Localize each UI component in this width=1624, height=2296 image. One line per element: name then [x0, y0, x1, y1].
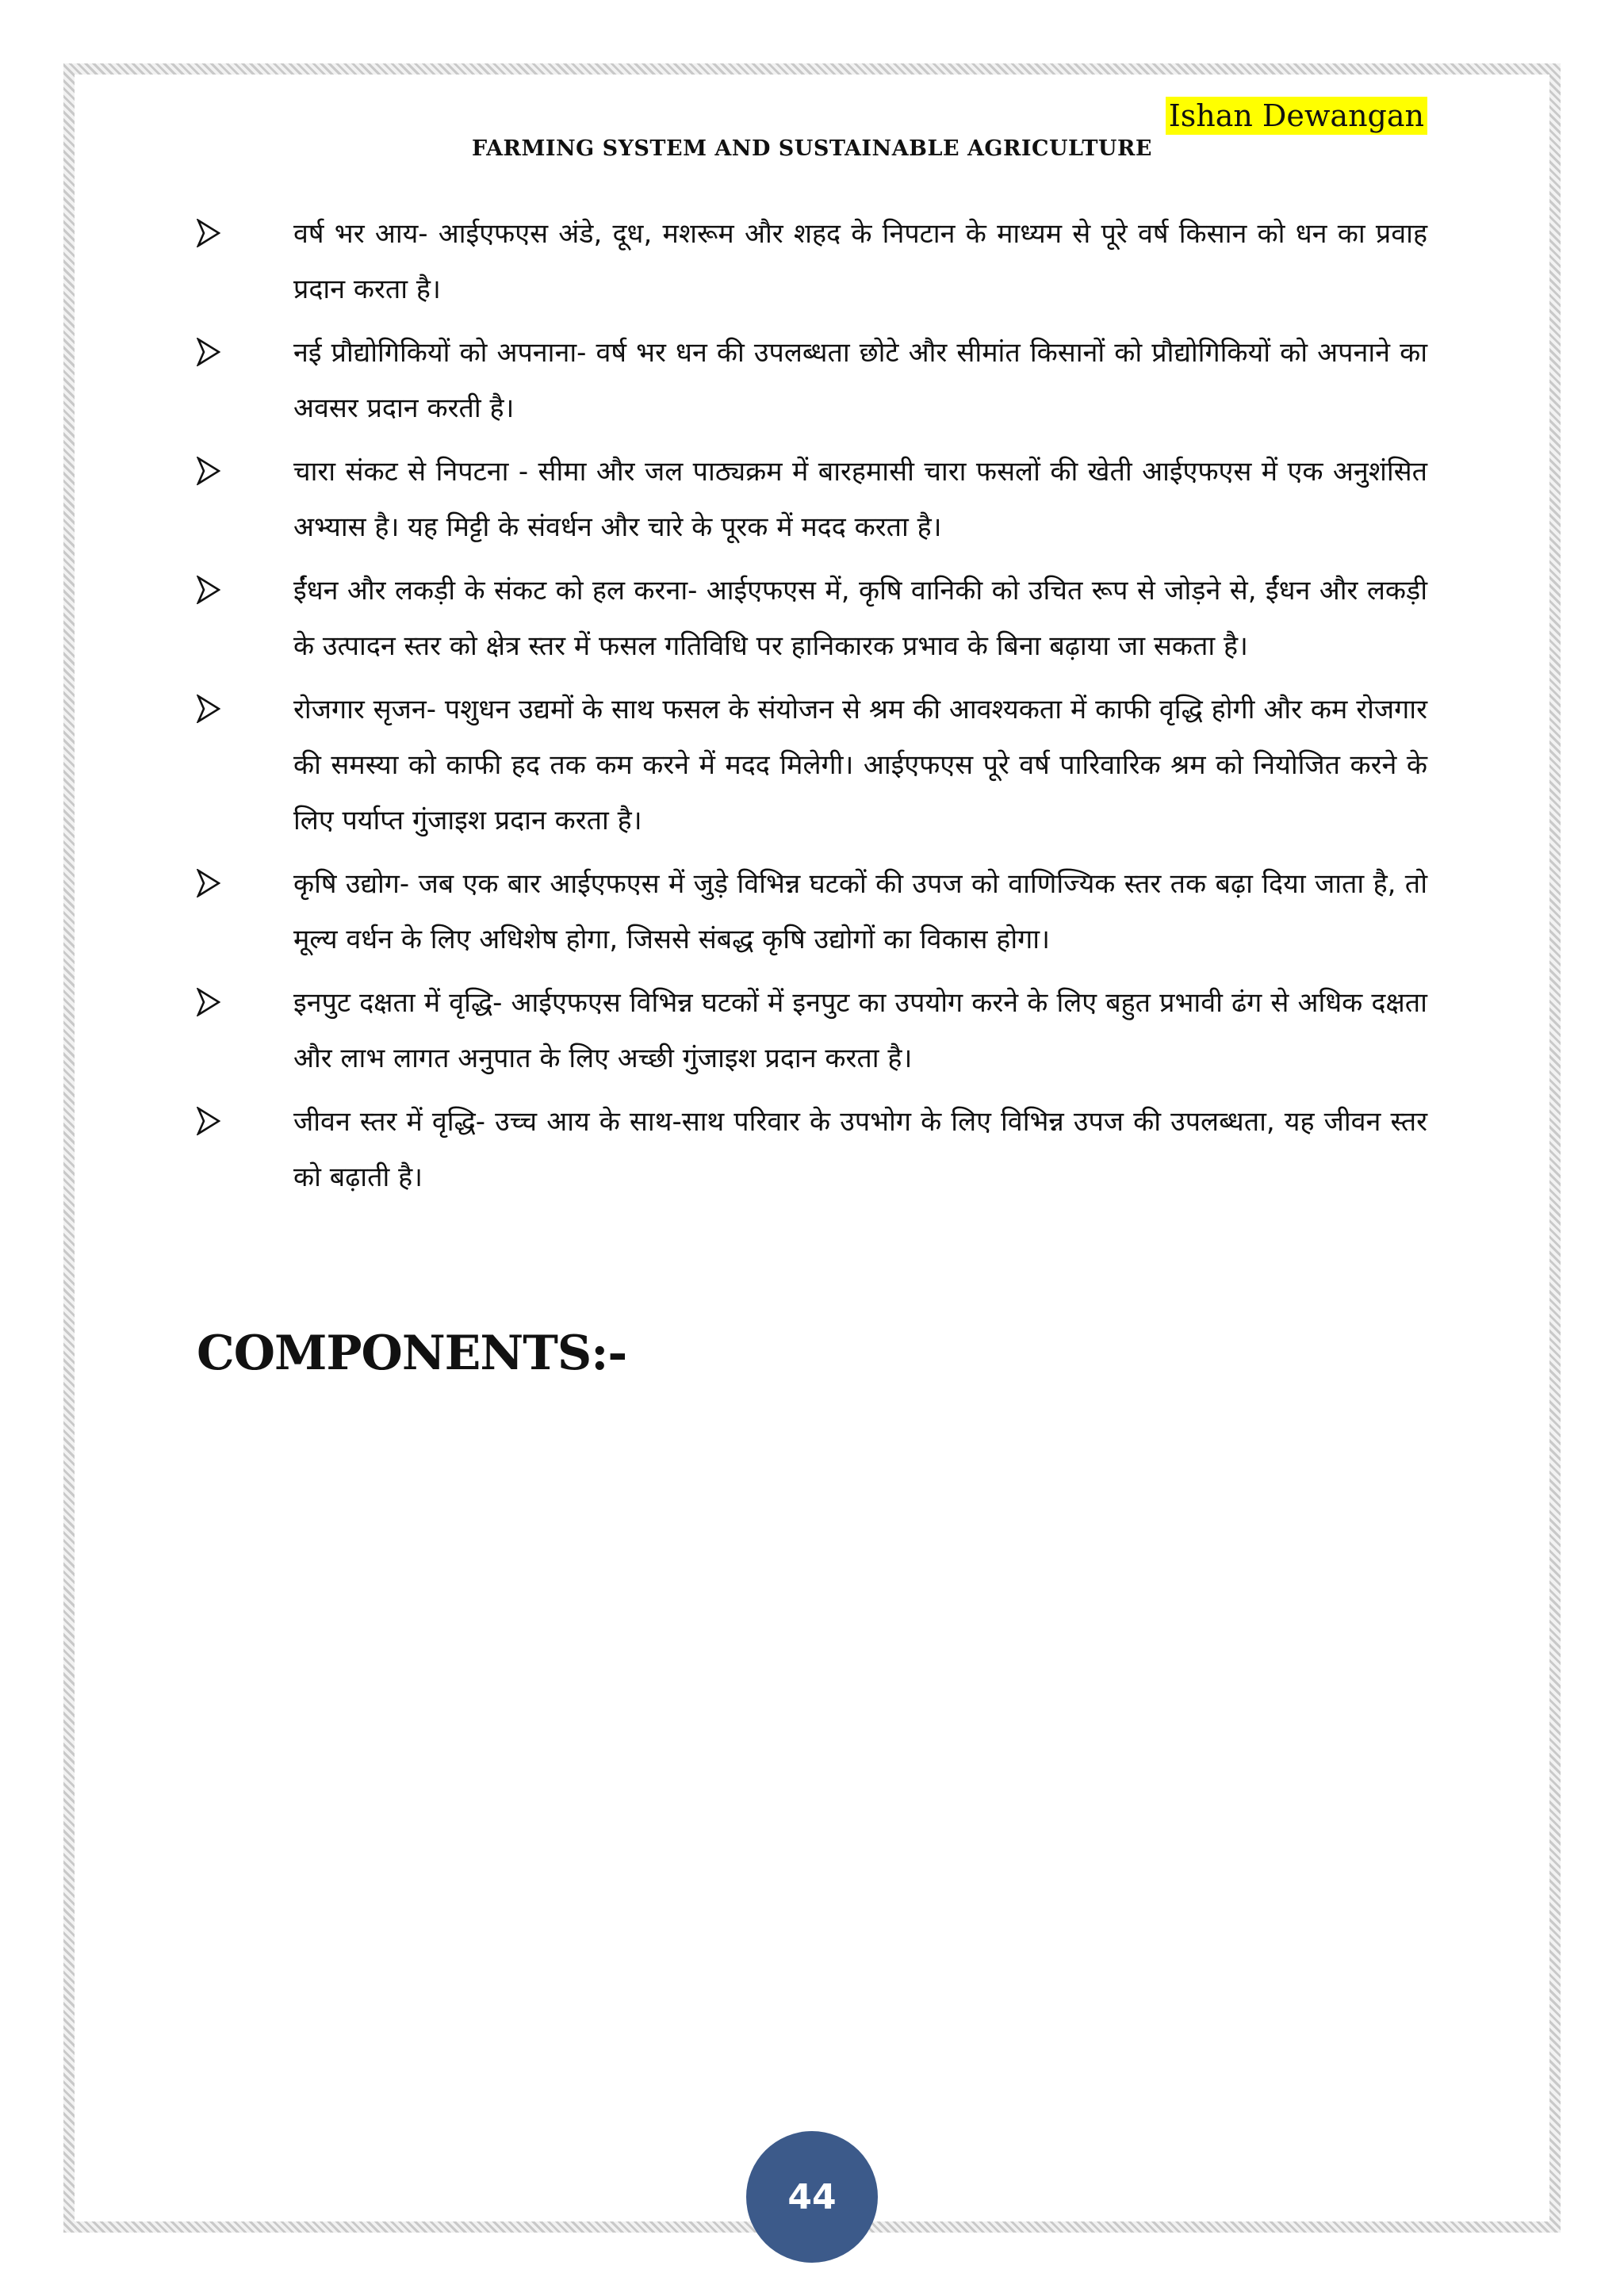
arrow-bullet-icon — [197, 682, 222, 737]
bullet-text: जीवन स्तर में वृद्धि- उच्च आय के साथ-साथ परिवार के उपभोग के लिए विभिन्न उपज की उपलब्धता, यह जीवन स्तर को बढ़ाती है। — [293, 1106, 1427, 1193]
bullet-text: इनपुट दक्षता में वृद्धि- आईएफएस विभिन्न घटकों में इनपुट का उपयोग करने के लिए बहुत प्रभावी ढंग से अधिक दक्षता और लाभ लागत अनुपात के लिए अच्छी गुंजाइश प्रदान करता है। — [293, 987, 1427, 1074]
list-item — [197, 682, 1427, 848]
section-heading-components: COMPONENTS:- — [197, 1326, 627, 1381]
list-item — [197, 1094, 1427, 1205]
author-name: Ishan Dewangan — [1166, 97, 1427, 135]
arrow-bullet-icon — [197, 1094, 222, 1150]
list-item — [197, 563, 1427, 674]
bullet-text: वर्ष भर आय- आईएफएस अंडे, दूध, मशरूम और शहद के निपटान के माध्यम से पूरे वर्ष किसान को धन का प्रवाह प्रदान करता है। — [293, 218, 1427, 305]
list-item — [197, 444, 1427, 555]
bullet-text: कृषि उद्योग- जब एक बार आईएफएस में जुड़े विभिन्न घटकों की उपज को वाणिज्यिक स्तर तक बढ़ा दिया जाता है, तो मूल्य वर्धन के लिए अधिशेष होगा, जिससे संबद्ध कृषि उद्योगों का विकास होगा। — [293, 868, 1427, 955]
bullet-text: नई प्रौद्योगिकियों को अपनाना- वर्ष भर धन की उपलब्धता छोटे और सीमांत किसानों को प्रौद्योगिकियों को अपनाने का अवसर प्रदान करती है। — [293, 337, 1427, 424]
arrow-bullet-icon — [197, 975, 222, 1031]
arrow-bullet-icon — [197, 444, 222, 499]
list-item — [197, 975, 1427, 1086]
bullet-text: रोजगार सृजन- पशुधन उद्यमों के साथ फसल के संयोजन से श्रम की आवश्यकता में काफी वृद्धि होगी और कम रोजगार की समस्या को काफी हद तक कम करने में मदद मिलेगी। आईएफएस पूरे वर्ष पारिवारिक श्रम को नियोजित करने के लिए पर्याप्त गुंजाइश प्रदान करता है। — [293, 694, 1427, 836]
bullet-text: ईंधन और लकड़ी के संकट को हल करना- आईएफएस में, कृषि वानिकी को उचित रूप से जोड़ने से, ईंधन और लकड़ी के उत्पादन स्तर को क्षेत्र स्तर में फसल गतिविधि पर हानिकारक प्रभाव के बिना बढ़ाया जा सकता है। — [293, 575, 1427, 662]
arrow-bullet-icon — [197, 856, 222, 912]
page-number-badge: 44 — [746, 2131, 878, 2263]
bullet-list — [197, 206, 1427, 1213]
list-item — [197, 325, 1427, 436]
arrow-bullet-icon — [197, 563, 222, 618]
bullet-text: चारा संकट से निपटना - सीमा और जल पाठ्यक्रम में बारहमासी चारा फसलों की खेती आईएफएस में एक अनुशंसित अभ्यास है। यह मिट्टी के संवर्धन और चारे के पूरक में मदद करता है। — [293, 456, 1427, 543]
arrow-bullet-icon — [197, 325, 222, 381]
running-header-title: FARMING SYSTEM AND SUSTAINABLE AGRICULTURE — [472, 136, 1152, 161]
arrow-bullet-icon — [197, 206, 222, 262]
list-item — [197, 206, 1427, 317]
list-item — [197, 856, 1427, 967]
